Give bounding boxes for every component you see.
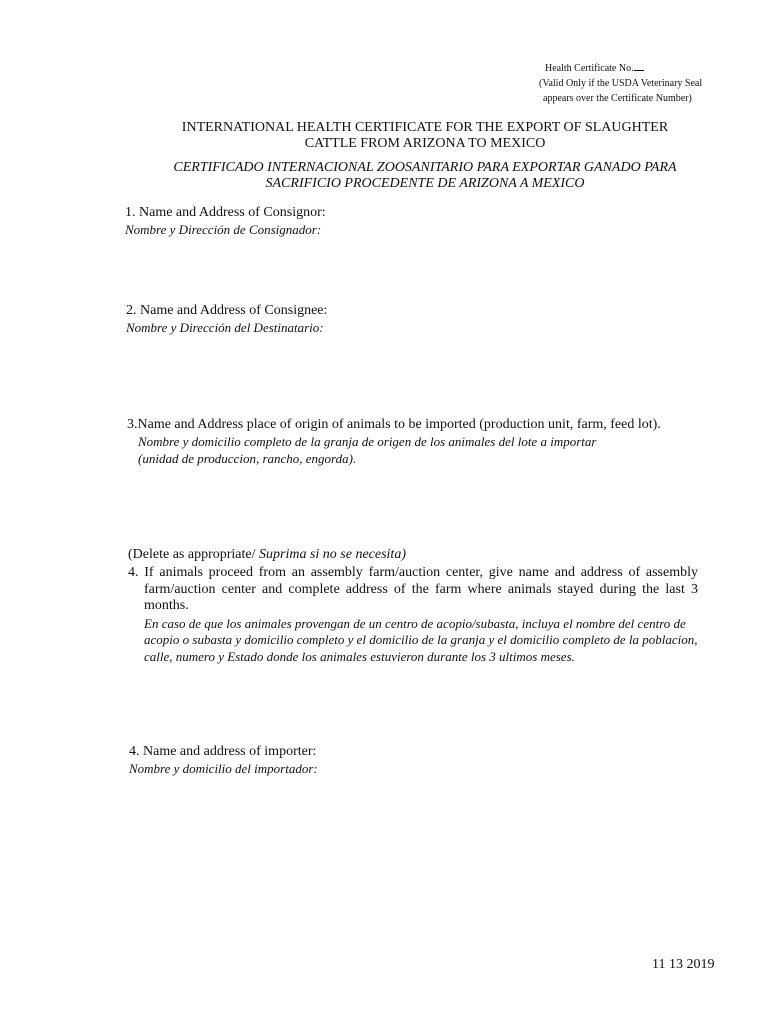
consignor-label-en: 1. Name and Address of Consignor: [125, 205, 326, 220]
title-english-line1: INTERNATIONAL HEALTH CERTIFICATE FOR THE EXPORT OF SLAUGHTER [181, 120, 669, 135]
certificate-valid-note-line1: (Valid Only if the USDA Veterinary Seal [539, 78, 703, 89]
origin-label-en: 3.Name and Address place of origin of animals to be imported (production unit, farm, feed lot). [127, 417, 661, 432]
title-english-line2: CATTLE FROM ARIZONA TO MEXICO [304, 136, 546, 151]
importer-label-en: 4. Name and address of importer: [129, 744, 317, 759]
origin-label-es-line1: Nombre y domicilio completo de la granja de origen de los animales del lote a importar [138, 434, 597, 449]
title-spanish-line1: CERTIFICADO INTERNACIONAL ZOOSANITARIO PARA EXPORTAR GANADO PARA [173, 160, 677, 175]
certificate-number-line [539, 61, 739, 76]
assembly-farm-label-es: En caso de que los animales provengan de un centro de acopio/subasta, incluya el nombre del centro de acopio o subasta y domicilio completo y el domicilio de la granja y el domicilio completo de la poblacion, calle, numero y Estado donde los animales estuvieron durante los 3 ultimos meses. [144, 615, 698, 664]
consignee-label-es: Nombre y Dirección del Destinatario: [126, 320, 324, 335]
footer-date: 11 13 2019 [652, 957, 715, 972]
consignee-label-en: 2. Name and Address of Consignee: [126, 303, 328, 318]
delete-note-en: (Delete as appropriate/ [128, 547, 259, 562]
title-spanish-line2: SACRIFICIO PROCEDENTE DE ARIZONA A MEXICO [265, 176, 585, 191]
title-english [150, 120, 700, 152]
delete-note-es: Suprima si no se necesita) [259, 547, 406, 562]
assembly-farm-label-en: 4. If animals proceed from an assembly farm/auction center, give name and address of assembly farm/auction center and complete address of the farm where animals stayed during the last 3 months. [128, 565, 698, 613]
certificate-number-block [539, 61, 739, 106]
certificate-number-blank [634, 61, 644, 71]
certificate-valid-note-line2: appears over the Certificate Number) [543, 93, 692, 104]
consignor-label-es: Nombre y Dirección de Consignador: [125, 222, 322, 237]
certificate-number-label: Health Certificate No. [545, 63, 634, 74]
importer-label-es: Nombre y domicilio del importador: [129, 761, 318, 776]
assembly-farm-section [128, 565, 698, 665]
delete-note [128, 547, 406, 563]
origin-label-es-line2: (unidad de produccion, rancho, engorda). [138, 451, 357, 466]
title-spanish [140, 160, 710, 192]
